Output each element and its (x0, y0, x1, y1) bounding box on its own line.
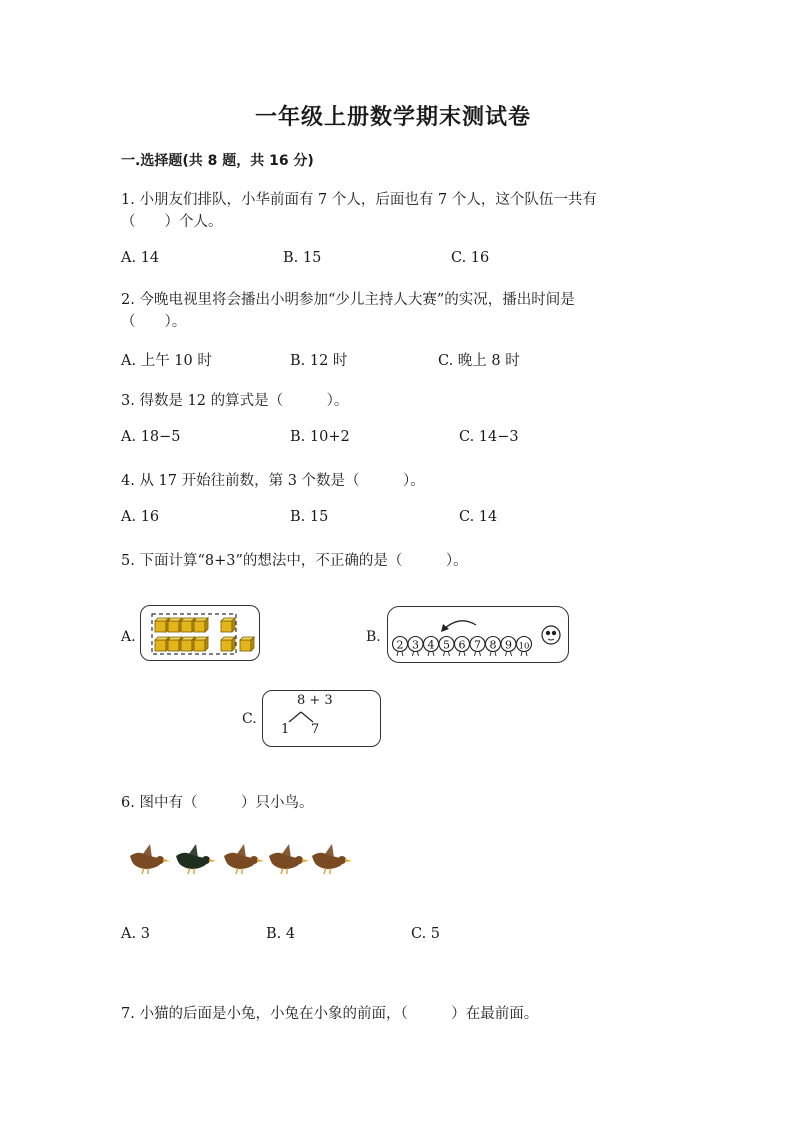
question-1-line2: （ ）个人。 (121, 214, 223, 230)
cube-icon (155, 618, 169, 632)
question-2-option-b: B. 12 时 (290, 353, 348, 369)
cube-icon (194, 618, 208, 632)
number-label: 7 (474, 638, 481, 652)
question-4-option-b: B. 15 (290, 509, 329, 525)
split-line-left (289, 712, 301, 722)
number-label: 2 (396, 638, 404, 652)
cube-icon (168, 618, 182, 632)
number-label: 10 (518, 641, 530, 652)
question-2-option-c: C. 晚上 8 时 (438, 353, 520, 369)
number-circle (486, 637, 501, 657)
split-lines (263, 691, 380, 746)
number-circle (424, 637, 439, 657)
number-circle (393, 637, 408, 657)
cube-picture-box (140, 605, 260, 661)
cube-icon (194, 637, 208, 651)
bird-icon (312, 844, 352, 874)
bird-icon (269, 844, 309, 874)
birds-picture (124, 842, 364, 882)
split-left-number: 1 (281, 722, 290, 737)
bird-icon (224, 844, 264, 874)
question-5-label-a: A. (121, 629, 136, 645)
question-2-option-a: A. 上午 10 时 (121, 353, 212, 369)
cube-icon (181, 637, 195, 651)
number-label: 4 (427, 638, 435, 652)
question-2-line2: （ ）。 (121, 314, 187, 330)
cube-icon (155, 637, 169, 651)
question-4-option-c: C. 14 (459, 509, 498, 525)
question-6-option-b: B. 4 (266, 926, 296, 942)
split-expression: 8 + 3 (297, 693, 333, 708)
number-label: 6 (458, 638, 466, 652)
cube-icon (221, 637, 235, 651)
question-7-line1: 7. 小猫的后面是小兔，小兔在小象的前面，（ ）在最前面。 (121, 1006, 539, 1022)
question-5-label-c: C. (242, 711, 257, 727)
jump-arrow (444, 621, 476, 629)
number-circle (470, 637, 485, 657)
number-circle (517, 637, 532, 657)
question-4-option-a: A. 16 (121, 509, 160, 525)
question-1-option-b: B. 15 (283, 250, 322, 266)
number-line-box (387, 606, 569, 663)
number-circles (393, 637, 532, 657)
split-line-right (301, 712, 313, 722)
question-1-line1: 1. 小朋友们排队，小华前面有 7 个人，后面也有 7 个人，这个队伍一共有 (121, 192, 597, 208)
question-4-line1: 4. 从 17 开始往前数，第 3 个数是（ ）。 (121, 473, 425, 489)
question-1-option-c: C. 16 (451, 250, 490, 266)
cube-icon (221, 618, 235, 632)
question-6-line1: 6. 图中有（ ）只小鸟。 (121, 795, 314, 811)
question-3-option-b: B. 10+2 (290, 429, 350, 445)
number-line-picture (388, 607, 568, 662)
cube-picture (141, 606, 259, 660)
bird-icon (176, 844, 216, 874)
question-2-line1: 2. 今晚电视里将会播出小明参加“少儿主持人大赛”的实况，播出时间是 (121, 292, 575, 308)
arrow-head-icon (441, 624, 449, 632)
cube-icon (181, 618, 195, 632)
question-3-option-c: C. 14−3 (459, 429, 519, 445)
split-picture-box (262, 690, 381, 747)
number-circle (408, 637, 423, 657)
question-5-line1: 5. 下面计算“8+3”的想法中，不正确的是（ ）。 (121, 553, 468, 569)
question-1-option-a: A. 14 (121, 250, 160, 266)
number-circle (501, 637, 516, 657)
number-circle (439, 637, 454, 657)
question-5-label-b: B. (366, 629, 381, 645)
question-3-option-a: A. 18−5 (121, 429, 181, 445)
question-6-option-c: C. 5 (411, 926, 441, 942)
question-6-option-a: A. 3 (121, 926, 150, 942)
bird-icon (130, 844, 170, 874)
number-label: 8 (489, 638, 497, 652)
cube-group (155, 618, 254, 651)
cube-icon (240, 637, 254, 651)
number-label: 5 (443, 638, 450, 652)
number-label: 3 (412, 638, 419, 652)
section-heading: 一.选择题(共 8 题，共 16 分) (121, 153, 314, 169)
question-3-line1: 3. 得数是 12 的算式是（ ）。 (121, 393, 349, 409)
caterpillar-head-icon (542, 626, 560, 644)
bird-group (130, 844, 352, 874)
number-label: 9 (505, 638, 512, 652)
page-title: 一年级上册数学期末测试卷 (255, 104, 532, 130)
cube-icon (168, 637, 182, 651)
number-circle (455, 637, 470, 657)
split-right-number: 7 (311, 722, 320, 737)
